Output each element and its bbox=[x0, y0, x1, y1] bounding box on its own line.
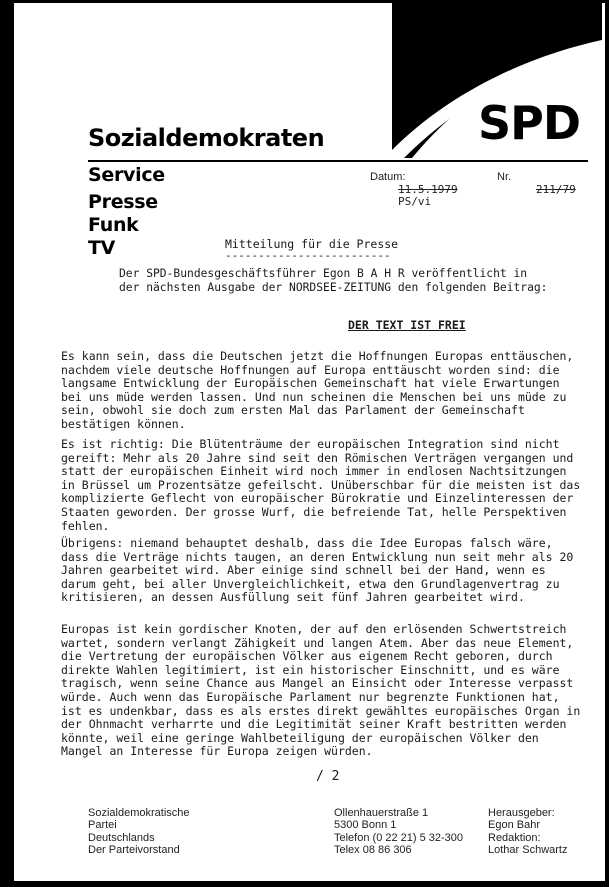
footer-line: Deutschlands bbox=[88, 831, 155, 844]
footer-line: Partei bbox=[88, 819, 117, 832]
footer-line: Lothar Schwartz bbox=[488, 844, 568, 857]
footer-line: 5300 Bonn 1 bbox=[334, 819, 397, 832]
footer-line: Redaktion: bbox=[488, 831, 541, 844]
paragraph-1: Es kann sein, dass die Deutschen jetzt die Hoffnungen Europas enttäuschen, nachdem viele deutsche Hoffnungen auf Europa enttäuscht worden sind: die langsame Entwicklung der Europäischen Gemeinschaft hat viele Erwartungen bei uns müde werden lassen. Und nun scheinen die Menschen bei uns müde zu sein, obwohl sie doch zum ersten Mal das Parlament der Gemeinschaft bestätigen können. bbox=[61, 349, 574, 431]
footer-organization bbox=[88, 807, 190, 857]
memo-title-underline: ------------------------- bbox=[225, 249, 391, 262]
intro-text: Der SPD-Bundesgeschäftsführer Egon B A H R veröffentlicht in der nächsten Ausgabe der NORDSEE-ZEITUNG den folgenden Beitrag: bbox=[119, 267, 548, 294]
section-tv: TV bbox=[88, 237, 116, 259]
footer-line: Telefon (0 22 21) 5 32-300 bbox=[334, 831, 464, 844]
initials: PS/vi bbox=[398, 195, 432, 208]
scan-edge-bottom bbox=[0, 881, 609, 887]
header-rule bbox=[88, 160, 588, 162]
paragraph-2: Es ist richtig: Die Blütenträume der europäischen Integration sind nicht gereift: Mehr als 20 Jahre sind seit den Römischen Verträgen vergangen und statt der europäischen Einheit wird noch immer in endlosen Nachtsitzungen in Brüssel um Prozentsätze gefeilscht. Unüberschbar für die meisten ist das komplizierte Geflecht von europäischer Bürokratie und Einzelinteressen der Staaten geworden. Der grosse Wurf, die befreiende Tat, helle Perspektiven fehlen. bbox=[61, 437, 581, 533]
memo-title: Mitteilung für die Presse bbox=[225, 237, 399, 251]
footer-line: Herausgeber: bbox=[488, 807, 555, 819]
footer-address bbox=[334, 807, 463, 857]
footer-line: Der Parteivorstand bbox=[88, 844, 180, 857]
spd-logo-text: SPD bbox=[478, 96, 581, 150]
scan-edge-left bbox=[0, 0, 14, 887]
footer-publisher bbox=[488, 807, 567, 857]
section-service: Service bbox=[88, 164, 165, 186]
section-funk: Funk bbox=[88, 214, 139, 236]
paragraph-3: Übrigens: niemand behauptet deshalb, dass die Idee Europas falsch wäre, dass die Verträge nichts taugen, an deren Entwicklung nun seit mehr als 20 Jahren gearbeitet wird. Aber einige sind schnell bei der Hand, wenn es darum geht, bei aller Unvergleichlichkeit, etwa den Grundlagenvertrag zu kritisieren, an dessen Ausfüllung seit fünf Jahren gearbeitet wird. bbox=[61, 536, 574, 605]
headline: DER TEXT IST FREI bbox=[348, 318, 466, 332]
scan-edge-right bbox=[605, 0, 609, 887]
date-label: Datum: bbox=[370, 171, 406, 183]
page-continuation: / 2 bbox=[316, 769, 340, 784]
footer-line: Egon Bahr bbox=[488, 819, 540, 832]
brand-title: Sozialdemokraten bbox=[88, 124, 325, 152]
date-value: 11.5.1979 bbox=[398, 183, 458, 196]
paragraph-4: Europas ist kein gordischer Knoten, der auf den erlösenden Schwertstreich wartet, sondern verlangt Zähigkeit und langen Atem. Aber das neue Element, die Vertretung der europäischen Völker aus eigenem Recht geboren, durch direkte Wahlen legitimiert, ist ein historischer Einschnitt, und es wäre tragisch, wenn seine Chance aus Mangel an Einsicht oder Interesse verpasst würde. Auch wenn das Europäische Parlament nur begrenzte Funktionen hat, ist es undenkbar, dass es als erstes direkt gewähltes europäisches Organ in der Ohnmacht verharrte und die Legitimität seiner Kraft bestritten werden könnte, weil eine geringe Wahlbeteiligung der europäischen Völker den Mangel an Interesse für Europa zeigen würden. bbox=[61, 622, 581, 759]
footer-line: Sozialdemokratische bbox=[88, 807, 190, 819]
footer-line: Telex 08 86 306 bbox=[334, 844, 412, 857]
footer-line: Ollenhauerstraße 1 bbox=[334, 807, 429, 819]
ref-label: Nr. bbox=[497, 171, 512, 183]
ref-value: 211/79 bbox=[536, 183, 576, 196]
section-presse: Presse bbox=[88, 191, 158, 213]
